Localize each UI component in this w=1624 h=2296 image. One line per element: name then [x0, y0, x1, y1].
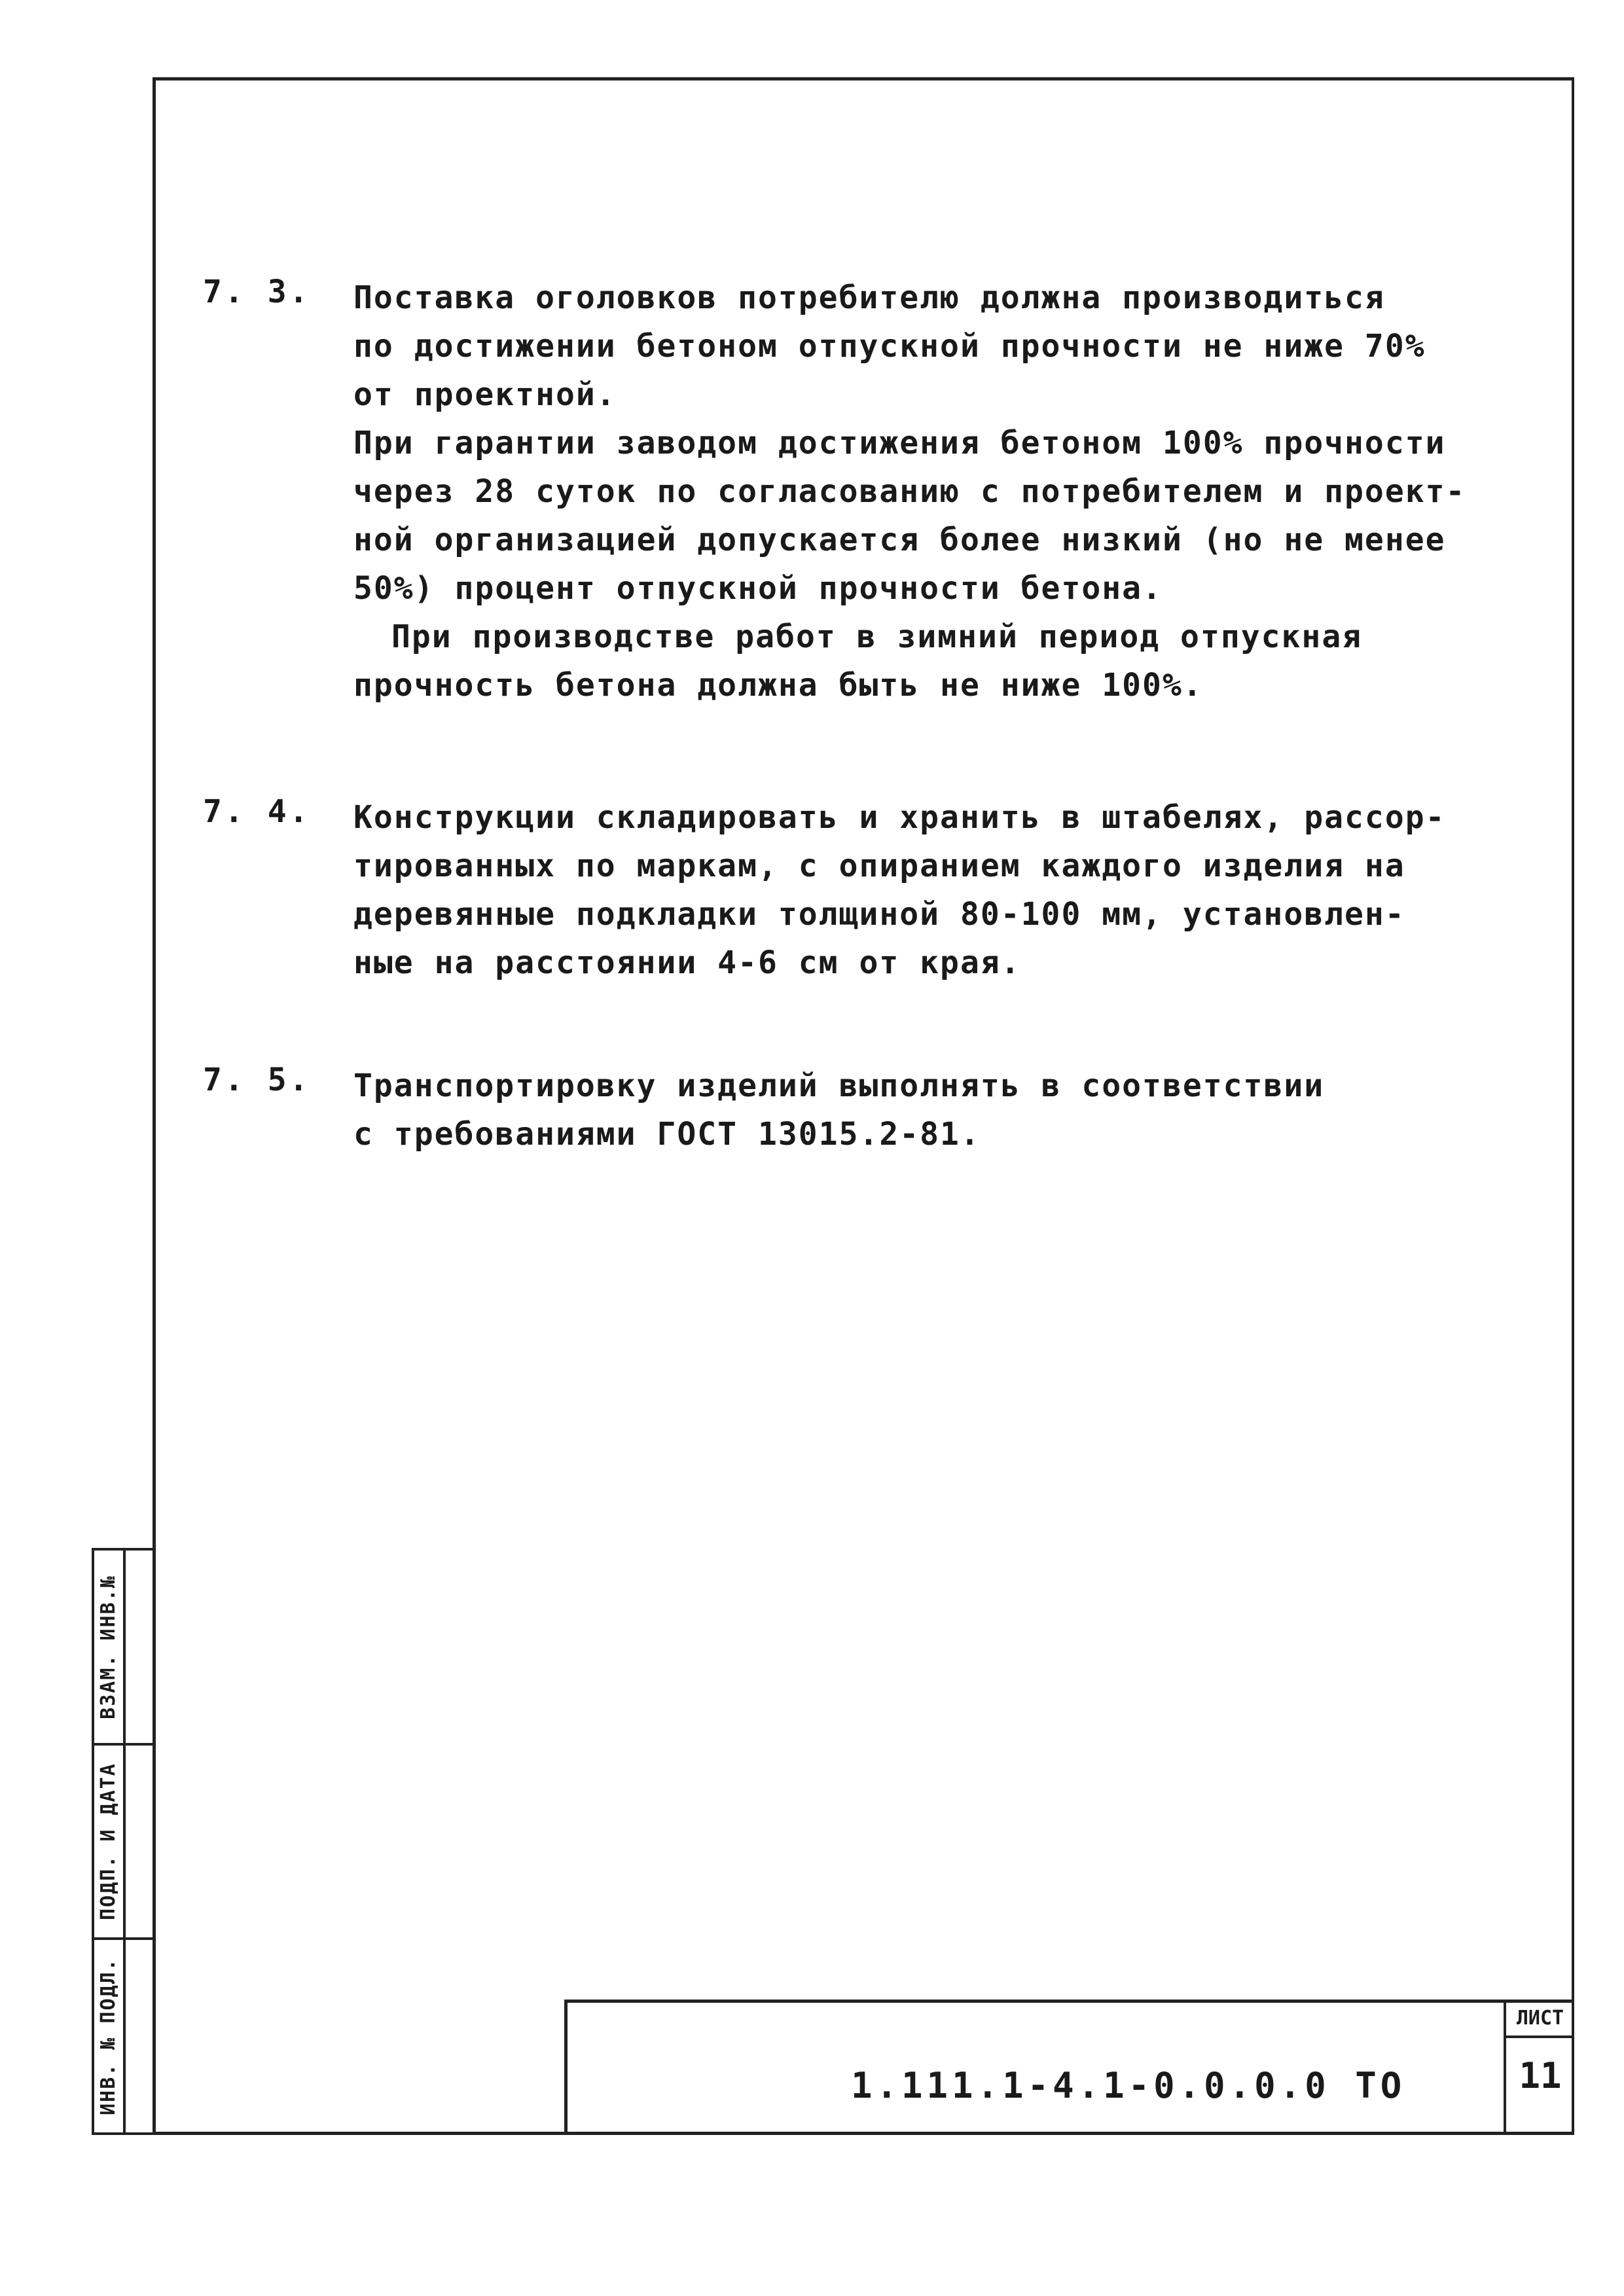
section-body	[353, 274, 1538, 709]
text-line: При гарантии заводом достижения бетоном 100% прочности	[353, 425, 1446, 461]
text-line: ные на расстоянии 4-6 см от края.	[353, 944, 1021, 981]
document-code: 1.111.1-4.1-0.0.0.0 ТО	[851, 2065, 1406, 2106]
text-line: При производстве работ в зимний период отпускная	[391, 619, 1363, 655]
text-line: прочность бетона должна быть не ниже 100%.	[353, 667, 1203, 704]
text-line: ной организацией допускается более низкий (но не менее	[353, 522, 1446, 558]
stamp-label-sign-date: ПОДП. И ДАТА	[93, 1746, 126, 1937]
text-line: Конструкции складировать и хранить в штабелях, рассор-	[353, 799, 1446, 836]
text-line: с требованиями ГОСТ 13015.2-81.	[353, 1116, 981, 1153]
stamp-label-replacement-inv: ВЗАМ. ИНВ.№	[93, 1551, 126, 1743]
text-line: от проектной.	[353, 376, 617, 413]
text-line: Поставка оголовков потребителю должна производиться	[353, 279, 1385, 316]
section-body	[353, 1062, 1538, 1158]
text-line: 50%) процент отпускной прочности бетона.	[353, 570, 1163, 607]
text-line: тированных по маркам, с опиранием каждого изделия на	[353, 848, 1405, 884]
section-number: 7. 3.	[203, 274, 311, 310]
section-body	[353, 793, 1538, 987]
text-line: деревянные подкладки толщиной 80-100 мм, установлен-	[353, 896, 1405, 933]
text-line: через 28 суток по согласованию с потребителем и проект-	[353, 473, 1466, 510]
text-line: по достижении бетоном отпускной прочности не ниже 70%	[353, 328, 1426, 365]
sheet-number: 11	[1519, 2055, 1562, 2096]
section-number: 7. 5.	[203, 1062, 311, 1098]
section-number: 7. 4.	[203, 793, 311, 830]
sheet-label: ЛИСТ	[1506, 2001, 1574, 2038]
text-line: Транспортировку изделий выполнять в соответствии	[353, 1067, 1325, 1104]
stamp-label-orig-inv: ИНВ. № ПОДЛ.	[93, 1940, 126, 2132]
